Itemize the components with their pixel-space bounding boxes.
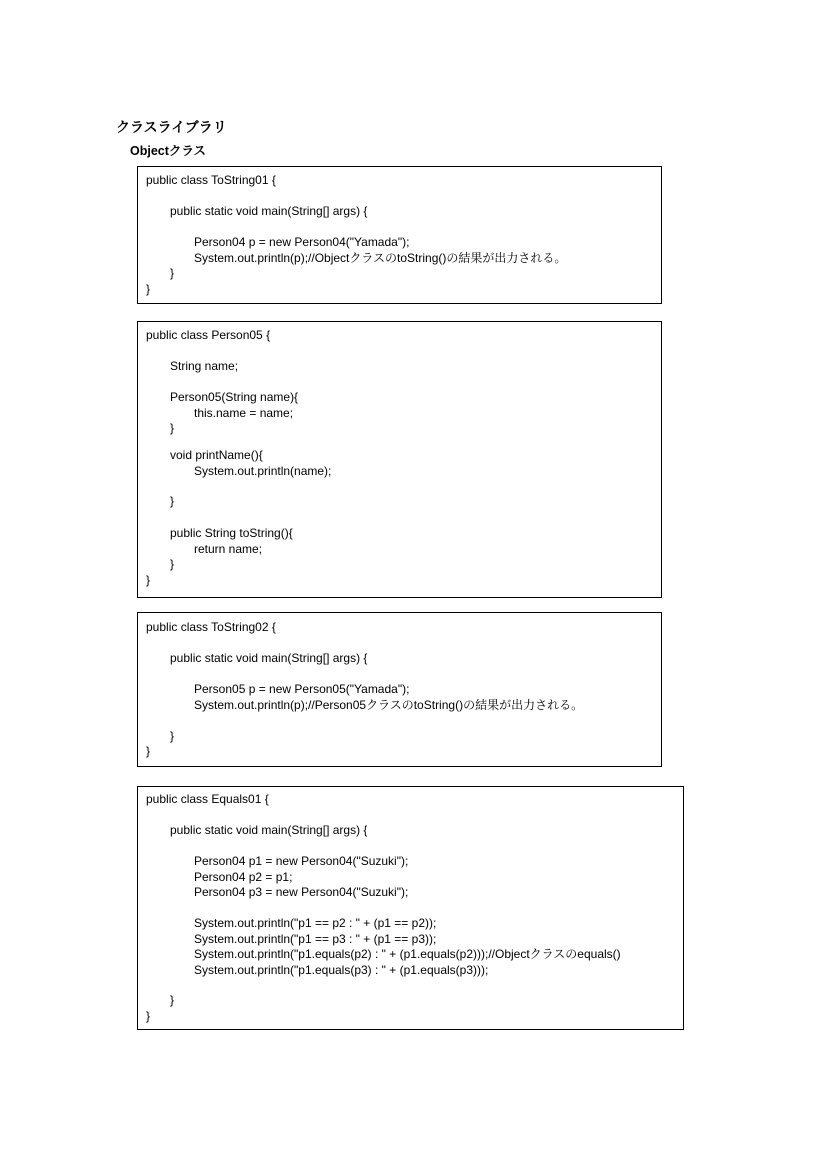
- code-line: }: [146, 1009, 151, 1023]
- code-line: }: [146, 282, 151, 296]
- code-line: Person05 p = new Person05("Yamada");: [194, 682, 410, 696]
- code-line: public class Equals01 {: [146, 792, 269, 806]
- code-line: public class ToString02 {: [146, 620, 276, 634]
- code-line: public static void main(String[] args) {: [170, 823, 368, 837]
- code-line: String name;: [170, 359, 239, 373]
- code-line: void printName(){: [170, 448, 263, 462]
- code-line: Person05(String name){: [170, 390, 299, 404]
- code-block-tostring02: [137, 612, 662, 767]
- code-line: Person04 p2 = p1;: [194, 870, 293, 884]
- code-block-person05: [137, 321, 662, 598]
- code-line: System.out.println("p1 == p2 : " + (p1 == p2));: [194, 916, 437, 930]
- code-line: return name;: [194, 542, 263, 556]
- code-line: Person04 p3 = new Person04("Suzuki");: [194, 885, 409, 899]
- code-line: Person04 p1 = new Person04("Suzuki");: [194, 854, 409, 868]
- code-line: }: [170, 729, 175, 743]
- section-title: クラスライブラリ: [116, 119, 227, 135]
- code-block-tostring01: [137, 166, 662, 304]
- code-line: this.name = name;: [194, 406, 294, 420]
- code-line: }: [170, 494, 175, 508]
- code-line: System.out.println(p);//ObjectクラスのtoString()の結果が出力される。: [194, 251, 567, 265]
- code-line: System.out.println("p1.equals(p3) : " + (p1.equals(p3)));: [194, 963, 489, 977]
- code-line: public static void main(String[] args) {: [170, 651, 368, 665]
- code-line: public class ToString01 {: [146, 173, 276, 187]
- code-line: }: [170, 421, 175, 435]
- subsection-title: Objectクラス: [130, 144, 207, 158]
- code-line: }: [146, 744, 151, 758]
- code-line: System.out.println(name);: [194, 464, 332, 478]
- code-line: public String toString(){: [170, 526, 293, 540]
- code-line: System.out.println(p);//Person05クラスのtoString()の結果が出力される。: [194, 698, 584, 712]
- code-line: public class Person05 {: [146, 328, 271, 342]
- code-line: System.out.println("p1.equals(p2) : " + (p1.equals(p2)));//Objectクラスのequals(): [194, 947, 621, 961]
- code-line: Person04 p = new Person04("Yamada");: [194, 235, 410, 249]
- code-line: }: [170, 557, 175, 571]
- code-line: }: [170, 266, 175, 280]
- code-block-equals01: [137, 786, 684, 1030]
- code-line: }: [146, 573, 151, 587]
- code-line: }: [170, 993, 175, 1007]
- code-line: System.out.println("p1 == p3 : " + (p1 == p3));: [194, 932, 437, 946]
- code-line: public static void main(String[] args) {: [170, 204, 368, 218]
